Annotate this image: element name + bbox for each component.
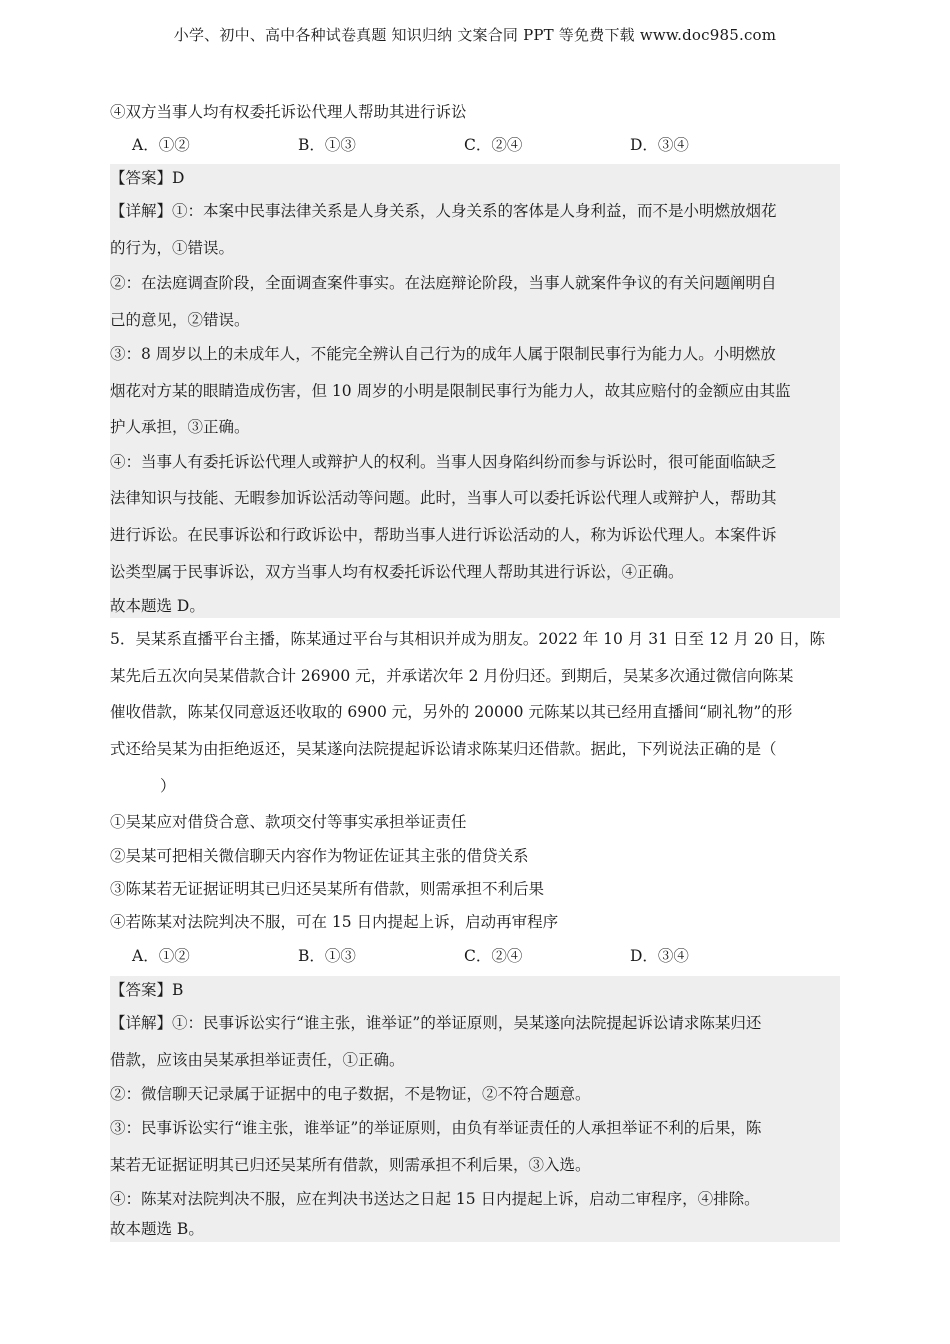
q4-detail-line: 法律知识与技能、无暇参加诉讼活动等问题。此时，当事人可以委托诉讼代理人或辩护人，帮助其	[110, 489, 777, 507]
q4-detail-line: ③：8 周岁以上的未成年人，不能完全辨认自己行为的成年人属于限制民事行为能力人。小明燃放	[110, 345, 776, 363]
q5-option-b: B．①③	[298, 947, 356, 965]
q5-item-2: ②吴某可把相关微信聊天内容作为物证佐证其主张的借贷关系	[110, 847, 529, 865]
q4-detail-line: ②：在法庭调查阶段，全面调查案件事实。在法庭辩论阶段，当事人就案件争议的有关问题阐明自	[110, 274, 777, 292]
q4-detail-line: 【详解】①：本案中民事法律关系是人身关系，人身关系的客体是人身利益，而不是小明燃放烟花	[110, 202, 777, 220]
q4-detail-line: 烟花对方某的眼睛造成伤害，但 10 周岁的小明是限制民事行为能力人，故其应赔付的金额应由其监	[110, 382, 791, 400]
q4-answer: 【答案】D	[110, 169, 185, 187]
q5-detail-line: ④：陈某对法院判决不服，应在判决书送达之日起 15 日内提起上诉，启动二审程序，④排除。	[110, 1190, 760, 1208]
q4-option-a: A．①②	[132, 136, 190, 154]
q5-item-3: ③陈某若无证据证明其已归还吴某所有借款，则需承担不利后果	[110, 880, 545, 898]
q5-option-a: A．①②	[132, 947, 190, 965]
q5-option-c: C．②④	[464, 947, 523, 965]
q4-detail-line: 讼类型属于民事诉讼，双方当事人均有权委托诉讼代理人帮助其进行诉讼，④正确。	[110, 563, 684, 581]
q5-stem-line: 式还给吴某为由拒绝返还，吴某遂向法院提起诉讼请求陈某归还借款。据此，下列说法正确的是（	[110, 740, 777, 758]
q4-detail-line: 护人承担，③正确。	[110, 418, 250, 436]
q4-option-c: C．②④	[464, 136, 523, 154]
q4-item-4: ④双方当事人均有权委托诉讼代理人帮助其进行诉讼	[110, 103, 467, 121]
q5-stem-line: 5．吴某系直播平台主播，陈某通过平台与其相识并成为朋友。2022 年 10 月 31 日至 12 月 20 日，陈	[110, 630, 826, 648]
q5-detail-line: ③：民事诉讼实行“谁主张，谁举证”的举证原则，由负有举证责任的人承担举证不利的后果，陈	[110, 1119, 762, 1137]
q5-stem-line: 某先后五次向吴某借款合计 26900 元，并承诺次年 2 月份归还。到期后，吴某多次通过微信向陈某	[110, 667, 794, 685]
q5-detail-line: 借款，应该由吴某承担举证责任，①正确。	[110, 1051, 405, 1069]
q5-stem-line: ）	[160, 777, 176, 795]
q5-detail-line: 某若无证据证明其已归还吴某所有借款，则需承担不利后果，③入选。	[110, 1156, 591, 1174]
q5-conclusion: 故本题选 B。	[110, 1220, 204, 1238]
q4-detail-line: 进行诉讼。在民事诉讼和行政诉讼中，帮助当事人进行诉讼活动的人，称为诉讼代理人。本案件诉	[110, 526, 777, 544]
q5-stem-line: 催收借款，陈某仅同意返还收取的 6900 元，另外的 20000 元陈某以其已经用直播间“刷礼物”的形	[110, 703, 793, 721]
q4-option-d: D．③④	[630, 136, 689, 154]
q4-detail-line: 己的意见，②错误。	[110, 311, 250, 329]
page-header: 小学、初中、高中各种试卷真题 知识归纳 文案合同 PPT 等免费下载 www.doc985.com	[173, 26, 777, 44]
q4-conclusion: 故本题选 D。	[110, 597, 205, 615]
q5-answer: 【答案】B	[110, 981, 184, 999]
q4-option-b: B．①③	[298, 136, 356, 154]
q4-detail-line: ④：当事人有委托诉讼代理人或辩护人的权利。当事人因身陷纠纷而参与诉讼时，很可能面临缺乏	[110, 453, 777, 471]
q5-detail-line: 【详解】①：民事诉讼实行“谁主张，谁举证”的举证原则，吴某遂向法院提起诉讼请求陈某归还	[110, 1014, 762, 1032]
q5-item-4: ④若陈某对法院判决不服，可在 15 日内提起上诉，启动再审程序	[110, 913, 559, 931]
q5-detail-line: ②：微信聊天记录属于证据中的电子数据，不是物证，②不符合题意。	[110, 1085, 591, 1103]
q5-item-1: ①吴某应对借贷合意、款项交付等事实承担举证责任	[110, 813, 467, 831]
q4-detail-line: 的行为，①错误。	[110, 239, 235, 257]
q5-option-d: D．③④	[630, 947, 689, 965]
